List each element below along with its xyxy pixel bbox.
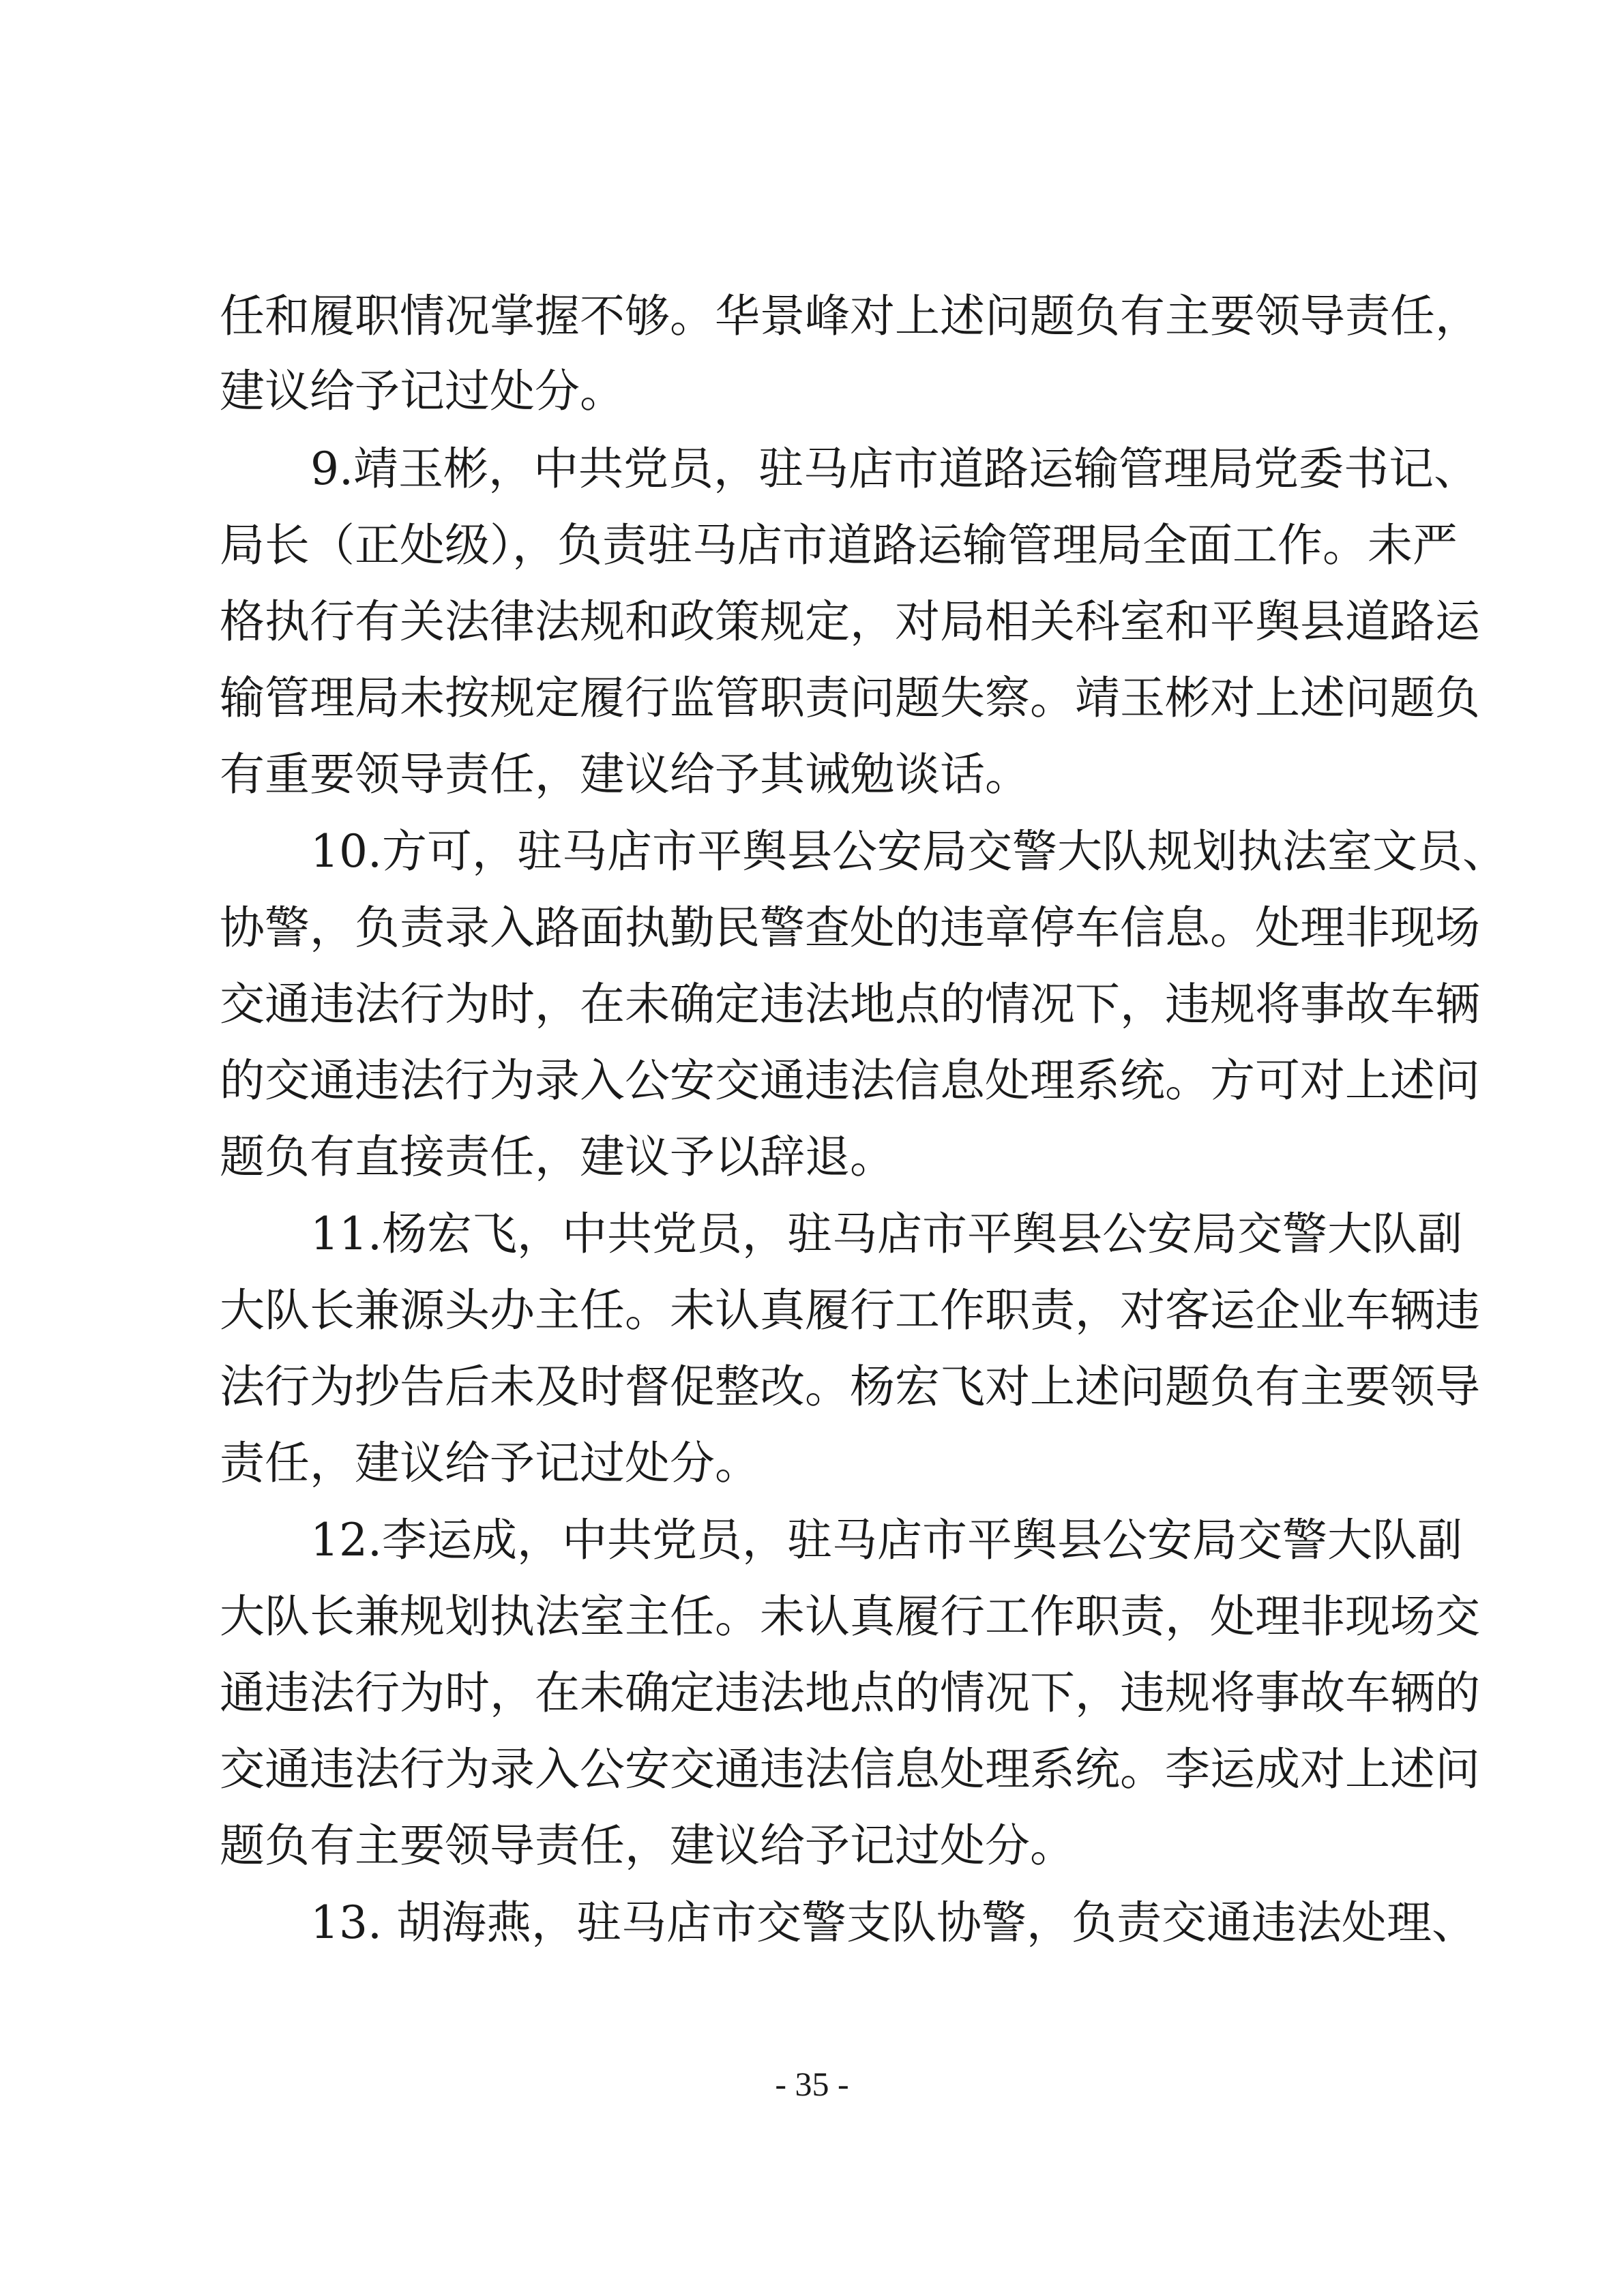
paragraph-line: 局长（正处级），负责驻马店市道路运输管理局全面工作。未严 <box>220 519 1458 571</box>
paragraph-line: 大队长兼规划执法室主任。未认真履行工作职责，处理非现场交 <box>220 1590 1480 1643</box>
paragraph-line: 建议给予记过处分。 <box>220 365 625 417</box>
paragraph-line: 大队长兼源头办主任。未认真履行工作职责，对客运企业车辆违 <box>220 1284 1480 1337</box>
paragraph-line: 交通违法行为时，在未确定违法地点的情况下，违规将事故车辆 <box>220 978 1480 1030</box>
paragraph-line: 11.杨宏飞，中共党员，驻马店市平舆县公安局交警大队副 <box>310 1208 1462 1260</box>
paragraph-line: 13. 胡海燕，驻马店市交警支队协警，负责交通违法处理、 <box>310 1896 1477 1949</box>
paragraph-line: 责任，建议给予记过处分。 <box>220 1437 760 1489</box>
paragraph-line: 协警，负责录入路面执勤民警查处的违章停车信息。处理非现场 <box>220 901 1480 954</box>
page-number: - 35 - <box>775 2065 849 2103</box>
paragraph-line: 有重要领导责任，建议给予其诫勉谈话。 <box>220 748 1030 801</box>
paragraph-line: 通违法行为时，在未确定违法地点的情况下，违规将事故车辆的 <box>220 1667 1480 1719</box>
paragraph-line: 题负有直接责任，建议予以辞退。 <box>220 1131 895 1183</box>
paragraph-line: 格执行有关法律法规和政策规定，对局相关科室和平舆县道路运 <box>220 595 1480 648</box>
paragraph-line: 10.方可，驻马店市平舆县公安局交警大队规划执法室文员、 <box>310 825 1507 878</box>
paragraph-line: 法行为抄告后未及时督促整改。杨宏飞对上述问题负有主要领导 <box>220 1360 1480 1413</box>
paragraph-line: 输管理局未按规定履行监管职责问题失察。靖玉彬对上述问题负 <box>220 672 1480 724</box>
paragraph-line: 的交通违法行为录入公安交通违法信息处理系统。方可对上述问 <box>220 1054 1480 1107</box>
paragraph-line: 交通违法行为录入公安交通违法信息处理系统。李运成对上述问 <box>220 1743 1480 1795</box>
paragraph-line: 12.李运成，中共党员，驻马店市平舆县公安局交警大队副 <box>310 1514 1462 1566</box>
paragraph-line: 任和履职情况掌握不够。华景峰对上述问题负有主要领导责任， <box>220 290 1480 342</box>
paragraph-line: 9.靖玉彬，中共党员，驻马店市道路运输管理局党委书记、 <box>310 443 1479 495</box>
paragraph-line: 题负有主要领导责任，建议给予记过处分。 <box>220 1819 1075 1872</box>
